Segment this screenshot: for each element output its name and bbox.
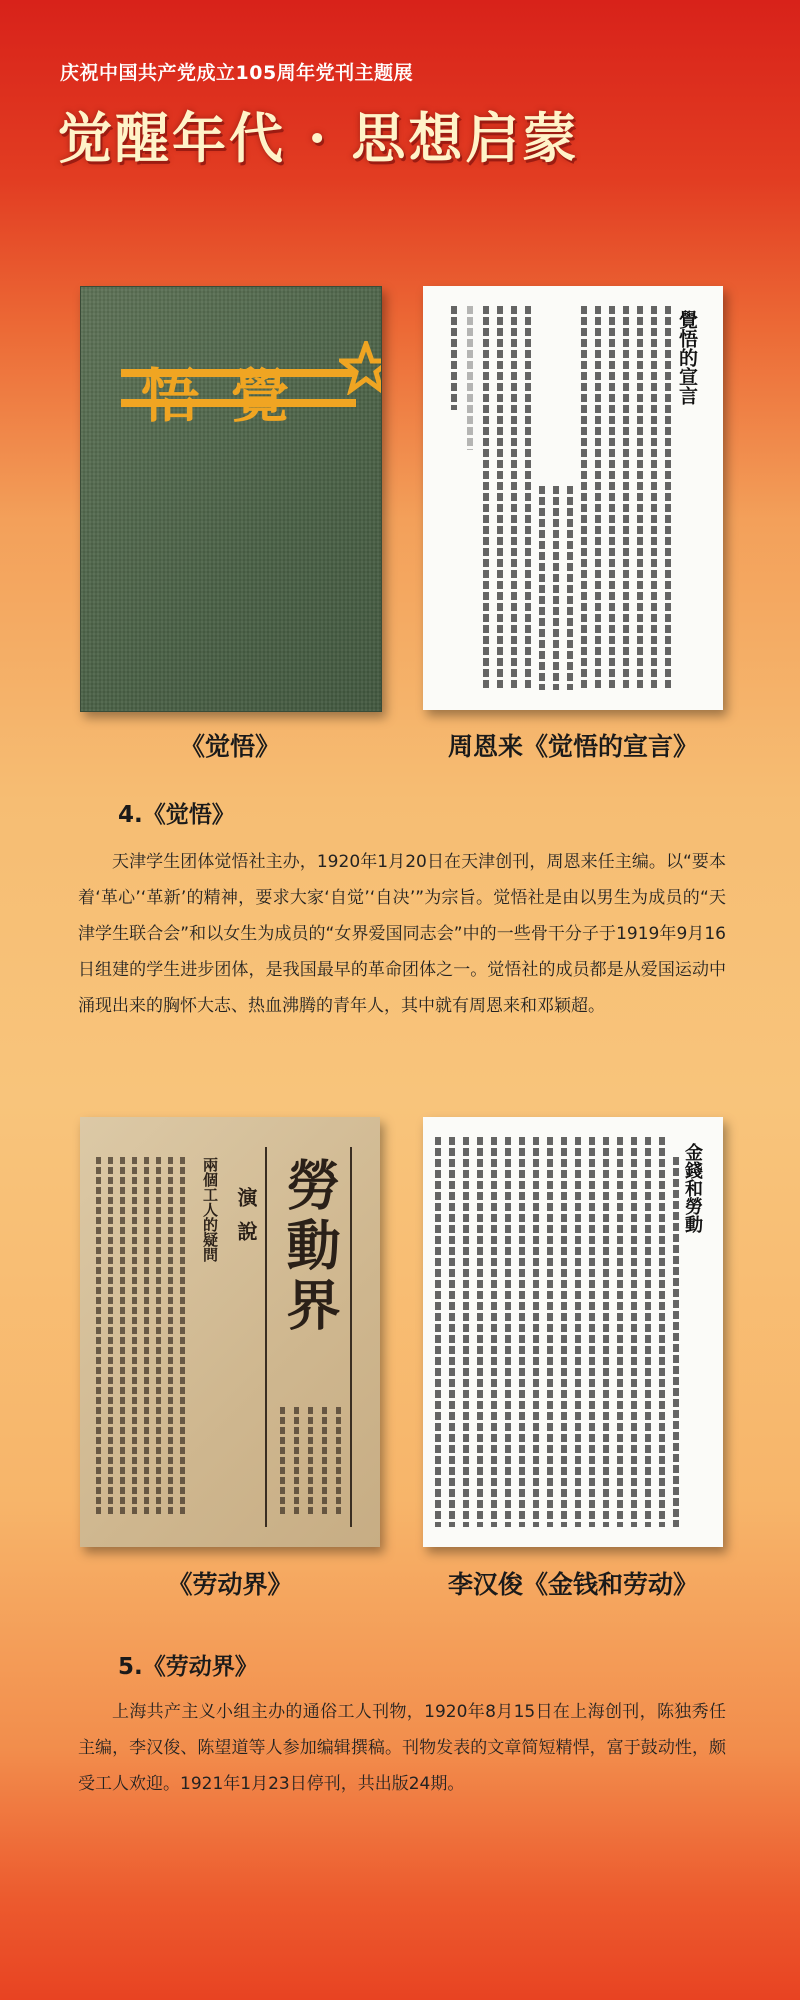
laodongjie-cover-image bbox=[80, 1117, 380, 1547]
caption-juewu: 《觉悟》 bbox=[179, 732, 280, 761]
juewu-declaration-image bbox=[423, 286, 723, 710]
section-body-juewu: 天津学生团体觉悟社主办，1920年1月20日在天津创刊，周恩来任主编。以“要本着‘革心’‘革新’的精神，要求大家‘自觉’‘自决’”为宗旨。觉悟社是由以男生为成员的“天津学生联合会”和以女生为成员的“女界爱国同志会”中的一些骨干分子于1919年9月16日组建的学生进步团体，是我国最早的革命团体之一。觉悟社的成员都是从爱国运动中涌现出来的胸怀大志、热血沸腾的青年人，其中就有周恩来和邓颖超。 bbox=[78, 852, 726, 1016]
cover-small-title: 演說 bbox=[234, 1187, 258, 1255]
doc-heading: 覺悟的宣言 bbox=[676, 310, 698, 405]
doc-heading-2: 金錢和勞動 bbox=[682, 1143, 703, 1233]
cover-article-title: 兩個工人的疑問 bbox=[201, 1157, 219, 1262]
juewu-cover-image bbox=[80, 286, 382, 712]
caption-money-labor: 李汉俊《金钱和劳动》 bbox=[447, 1570, 698, 1599]
section-body-laodongjie: 上海共产主义小组主办的通俗工人刊物，1920年8月15日在上海创刊，陈独秀任主编，李汉俊、陈望道等人参加编辑撰稿。刊物发表的文章简短精悍，富于鼓动性，颇受工人欢迎。1921年1月23日停刊，共出版24期。 bbox=[78, 1702, 726, 1794]
cover-title: 勞動界 bbox=[278, 1157, 342, 1337]
caption-declaration: 周恩来《觉悟的宣言》 bbox=[447, 732, 698, 761]
subtitle: 庆祝中国共产党成立105周年党刊主题展 bbox=[60, 62, 414, 84]
caption-laodongjie: 《劳动界》 bbox=[167, 1570, 293, 1599]
section-heading-laodongjie: 5.《劳动界》 bbox=[118, 1654, 258, 1680]
page-title: 觉醒年代 · 思想启蒙 bbox=[58, 106, 580, 170]
star-icon bbox=[339, 341, 382, 395]
money-and-labor-image bbox=[423, 1117, 723, 1547]
cover-glyph-2: 覺 bbox=[231, 362, 290, 430]
cover-glyph-1: 悟 bbox=[141, 362, 200, 430]
section-heading-juewu: 4.《觉悟》 bbox=[118, 802, 235, 828]
